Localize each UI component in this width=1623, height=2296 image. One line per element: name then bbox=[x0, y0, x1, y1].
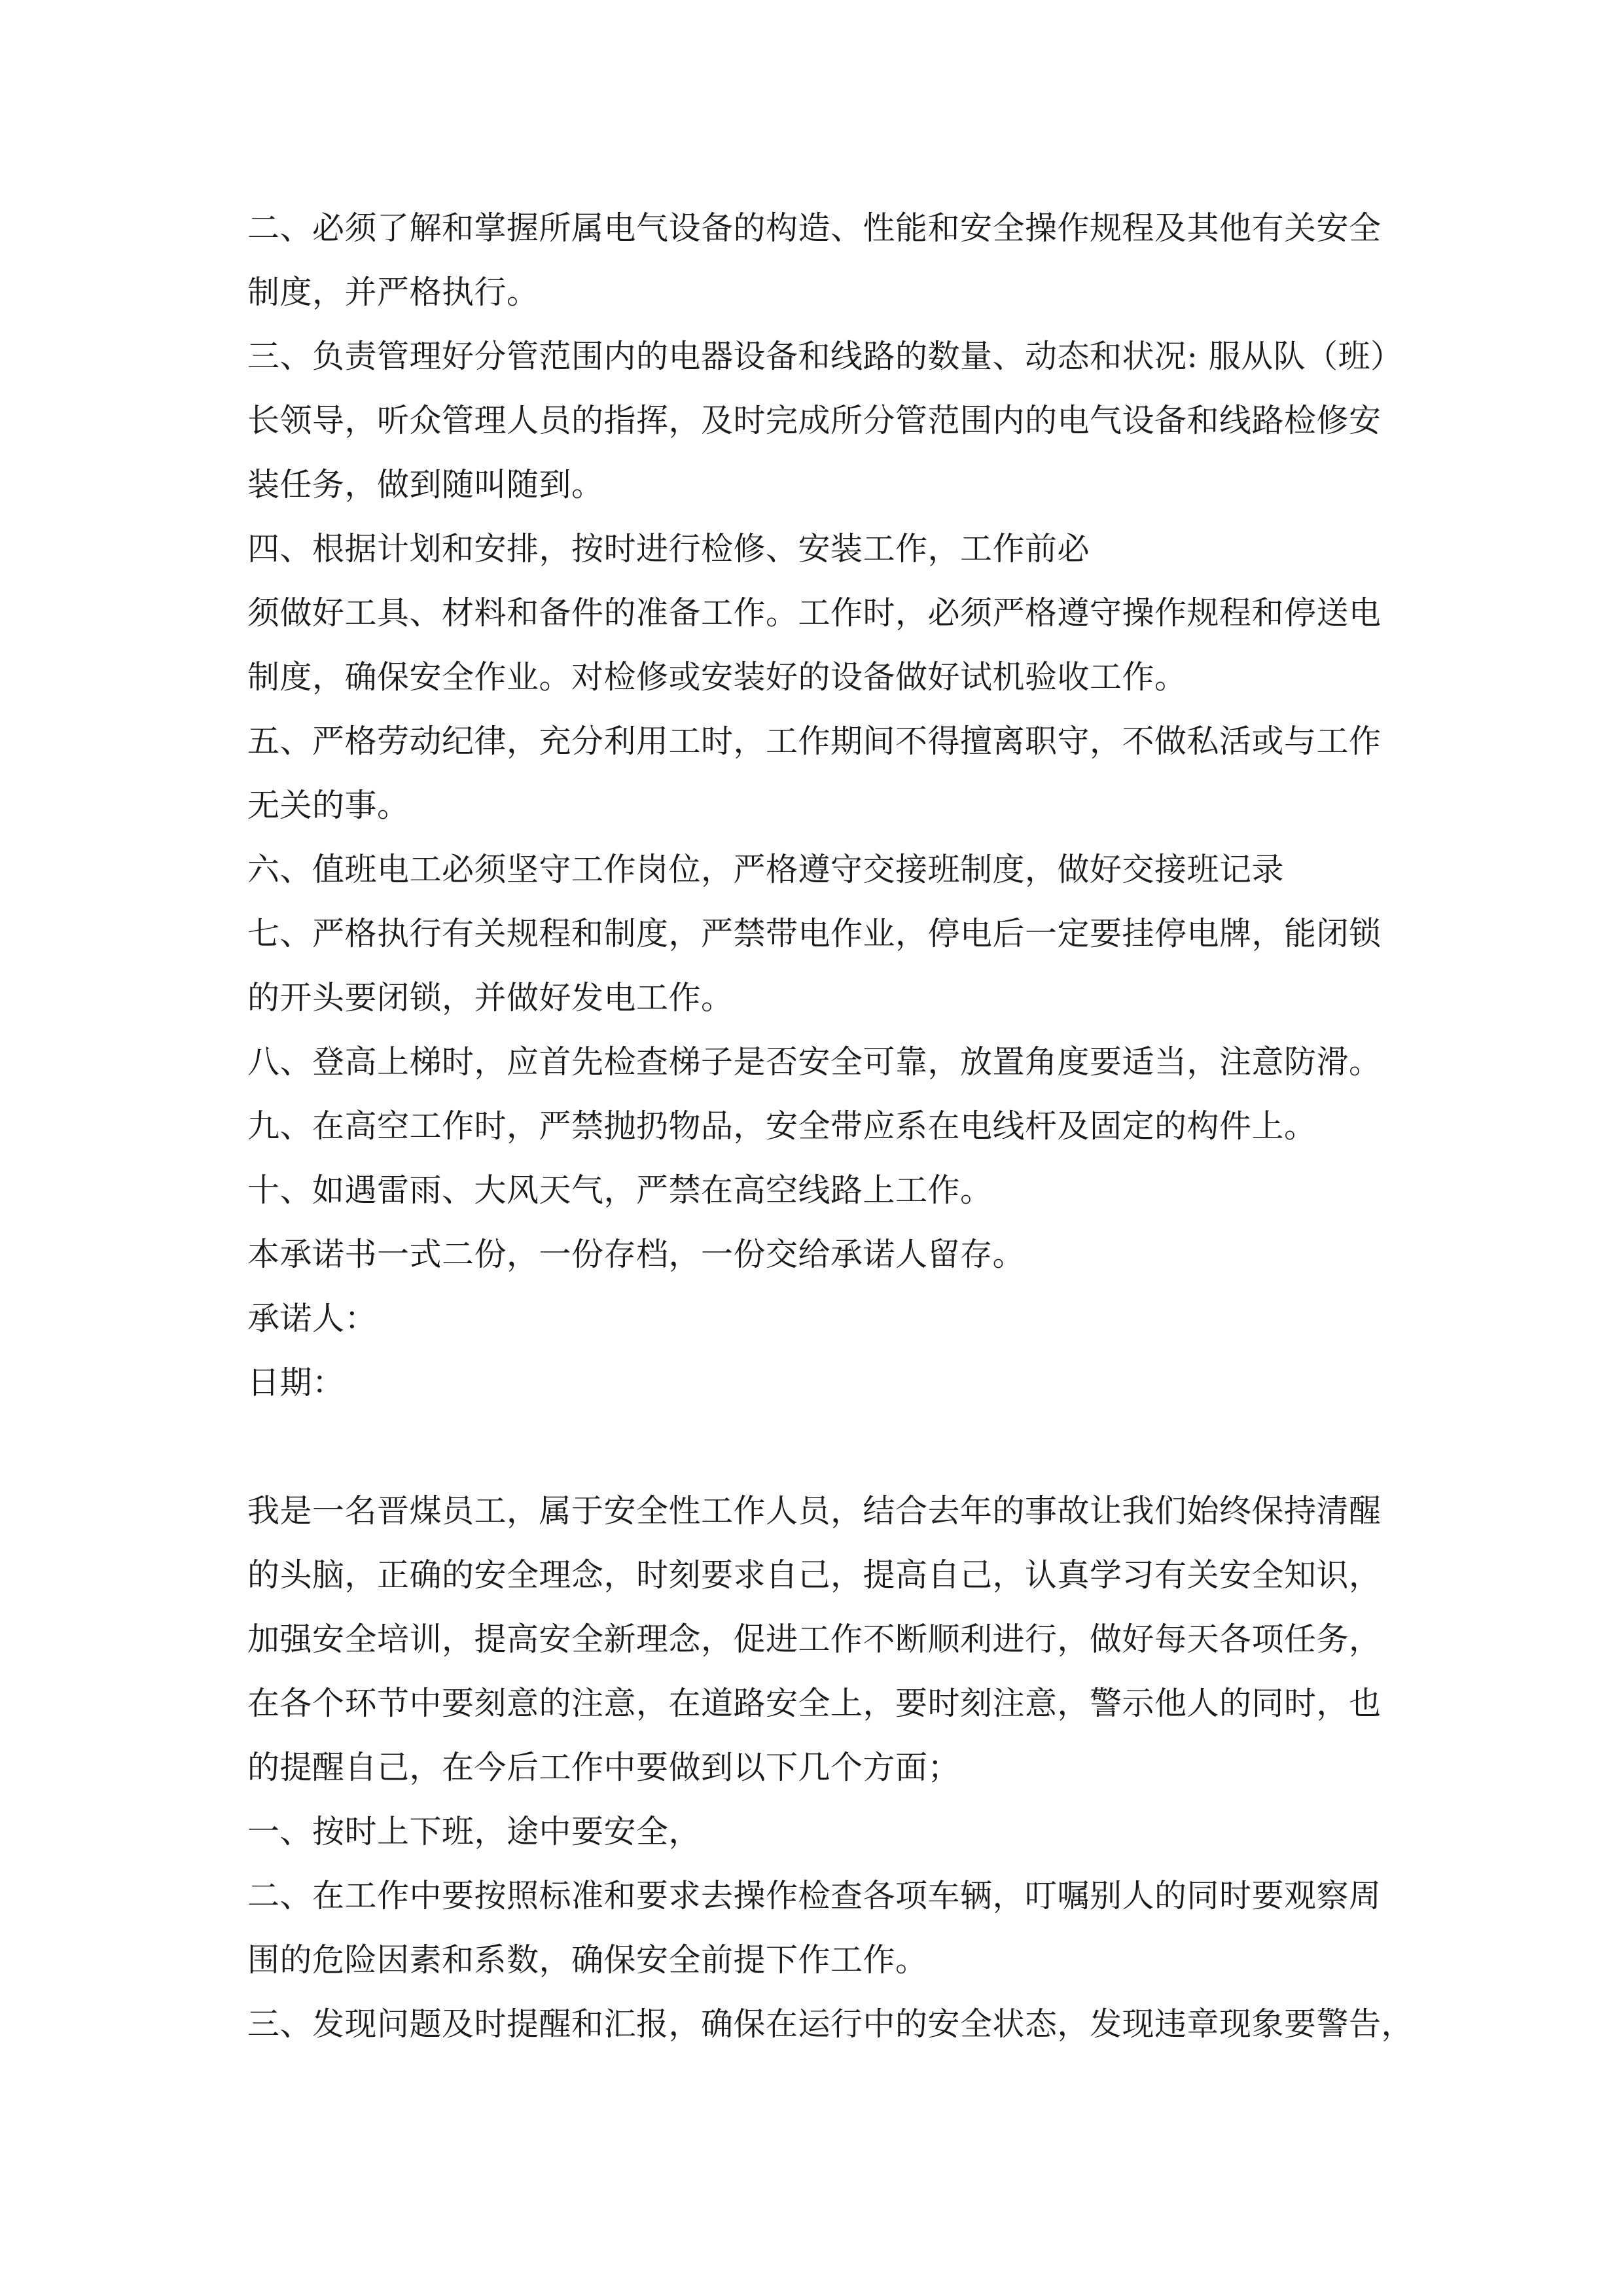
paragraph-line: 五、严格劳动纪律，充分利用工时，工作期间不得擅离职守，不做私活或与工作 bbox=[247, 723, 1382, 760]
paragraph-line: 我是一名晋煤员工，属于安全性工作人员，结合去年的事故让我们始终保持清醒 bbox=[247, 1492, 1382, 1530]
paragraph-line: 围的危险因素和系数，确保安全前提下作工作。 bbox=[247, 1941, 928, 1979]
paragraph-line: 的提醒自己，在今后工作中要做到以下几个方面； bbox=[247, 1749, 961, 1786]
paragraph-line: 十、如遇雷雨、大风天气，严禁在高空线路上工作。 bbox=[247, 1172, 993, 1209]
paragraph-line: 装任务，做到随叫随到。 bbox=[247, 466, 604, 503]
paragraph-line: 长领导，听众管理人员的指挥，及时完成所分管范围内的电气设备和线路检修安 bbox=[247, 402, 1382, 439]
paragraph-line: 九、在高空工作时，严禁抛扔物品，安全带应系在电线杆及固定的构件上。 bbox=[247, 1107, 1317, 1145]
paragraph-line: 四、根据计划和安排，按时进行检修、安装工作，工作前必 bbox=[247, 530, 1090, 567]
copies-note: 本承诺书一式二份，一份存档，一份交给承诺人留存。 bbox=[247, 1236, 1026, 1273]
paragraph-line: 加强安全培训，提高安全新理念，促进工作不断顺利进行，做好每天各项任务， bbox=[247, 1621, 1382, 1658]
paragraph-line: 八、登高上梯时，应首先检查梯子是否安全可靠，放置角度要适当，注意防滑。 bbox=[247, 1043, 1382, 1081]
paragraph-line: 二、在工作中要按照标准和要求去操作检查各项车辆，叮嘱别人的同时要观察周 bbox=[247, 1877, 1382, 1914]
employee-statement-section bbox=[247, 1479, 1414, 2056]
paragraph-line: 须做好工具、材料和备件的准备工作。工作时，必须严格遵守操作规程和停送电 bbox=[247, 594, 1382, 632]
paragraph-line: 三、负责管理好分管范围内的电器设备和线路的数量、动态和状况: 服从队（班） bbox=[247, 338, 1403, 375]
paragraph-line: 制度，确保安全作业。对检修或安装好的设备做好试机验收工作。 bbox=[247, 658, 1187, 696]
section-spacer bbox=[247, 1415, 1399, 1479]
promisor-label: 承诺人： bbox=[247, 1300, 378, 1337]
paragraph-line: 二、必须了解和掌握所属电气设备的构造、性能和安全操作规程及其他有关安全 bbox=[247, 209, 1382, 247]
paragraph-line: 的头脑，正确的安全理念，时刻要求自己，提高自己，认真学习有关安全知识， bbox=[247, 1556, 1382, 1594]
date-label: 日期： bbox=[247, 1364, 345, 1401]
paragraph-line: 的开头要闭锁，并做好发电工作。 bbox=[247, 979, 734, 1016]
paragraph-line: 六、值班电工必须坚守工作岗位，严格遵守交接班制度，做好交接班记录 bbox=[247, 851, 1285, 888]
document-body bbox=[247, 196, 1414, 2056]
paragraph-line: 制度，并严格执行。 bbox=[247, 274, 539, 311]
commitment-section bbox=[247, 196, 1403, 1415]
paragraph-line: 一、按时上下班，途中要安全， bbox=[247, 1813, 702, 1850]
paragraph-line: 三、发现问题及时提醒和汇报，确保在运行中的安全状态，发现违章现象要警告， bbox=[247, 2005, 1414, 2043]
paragraph-line: 七、严格执行有关规程和制度，严禁带电作业，停电后一定要挂停电牌，能闭锁 bbox=[247, 915, 1382, 952]
paragraph-line: 在各个环节中要刻意的注意，在道路安全上，要时刻注意，警示他人的同时，也 bbox=[247, 1685, 1382, 1722]
paragraph-line: 无关的事。 bbox=[247, 787, 410, 824]
